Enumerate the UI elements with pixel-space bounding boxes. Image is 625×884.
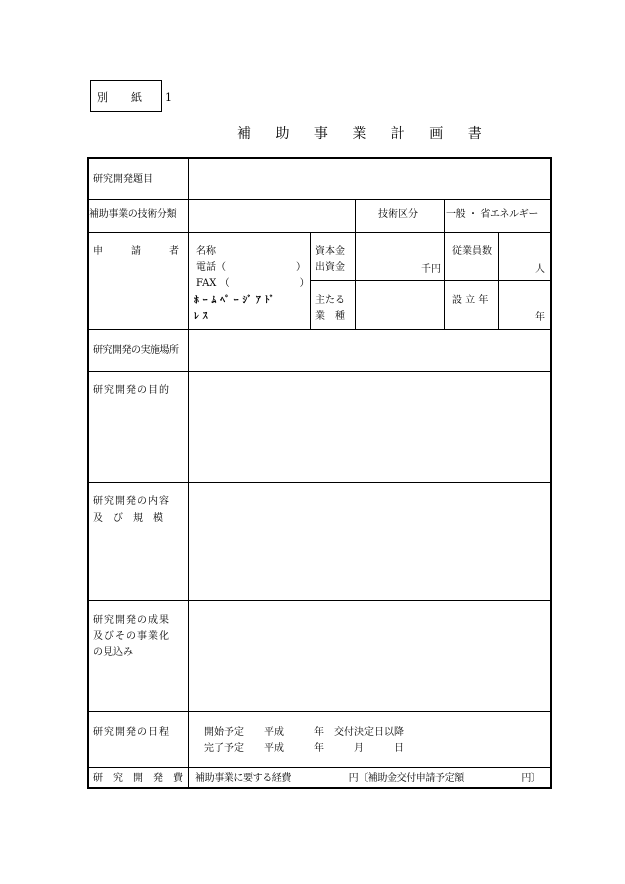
- applicant-homepage: ﾎｰﾑﾍﾟｰｼﾞｱﾄﾞ: [194, 295, 279, 306]
- purpose-label: 研究開発の目的: [93, 385, 170, 396]
- col-divider: [355, 233, 356, 329]
- business-label: 主たる: [315, 295, 345, 306]
- cost-label: 研 究 開 発 費: [93, 773, 183, 784]
- applicant-label: 申 請 者: [93, 246, 188, 257]
- col-divider: [355, 200, 356, 232]
- schedule-label: 研究開発の日程: [93, 727, 170, 738]
- applicant-name: 名称: [196, 246, 216, 257]
- capital-label-2: 出資金: [315, 262, 345, 273]
- row-divider: [88, 600, 551, 601]
- row-divider: [88, 482, 551, 483]
- row-divider: [88, 199, 551, 200]
- col-divider: [310, 233, 311, 329]
- founded-unit: 年: [535, 312, 545, 323]
- applicant-homepage-cont: ﾚｽ: [194, 311, 212, 322]
- row-divider: [310, 280, 551, 281]
- col-divider: [498, 233, 499, 329]
- col-divider: [188, 158, 189, 788]
- location-label: 研究開発の実施場所: [93, 345, 179, 356]
- row-divider: [88, 711, 551, 712]
- tech-division-label: 技術区分: [378, 209, 418, 220]
- schedule-start: 開始予定 平成 年 交付決定日以降: [204, 727, 404, 738]
- row-divider: [88, 329, 551, 330]
- results-label-3: の見込み: [93, 647, 133, 658]
- tech-class-label: 補助事業の技術分類: [89, 209, 177, 220]
- results-label-2: 及びその事業化: [93, 631, 170, 642]
- attachment-label: 別 紙 1: [97, 91, 178, 104]
- row-divider: [88, 767, 551, 768]
- cost-value: 補助事業に要する経費 円〔補助金交付申請予定額 円〕: [195, 773, 541, 784]
- employees-label: 従業員数: [452, 246, 492, 257]
- content-label: 研究開発の内容: [93, 496, 170, 507]
- row-divider: [88, 371, 551, 372]
- schedule-end: 完了予定 平成 年 月 日: [204, 743, 404, 754]
- capital-unit: 千円: [421, 264, 441, 275]
- applicant-fax: FAX （ ）: [196, 278, 310, 289]
- capital-label: 資本金: [315, 246, 345, 257]
- document-title: 補 助 事 業 計 画 書: [237, 126, 492, 142]
- col-divider: [444, 200, 445, 329]
- founded-label: 設 立 年: [452, 295, 489, 306]
- content-label-2: 及 び 規 模: [93, 513, 163, 524]
- business-label-2: 業 種: [315, 311, 345, 322]
- results-label: 研究開発の成果: [93, 615, 170, 626]
- applicant-phone: 電話（ ）: [196, 262, 306, 273]
- row-divider: [88, 232, 551, 233]
- theme-label: 研究開発題目: [93, 174, 153, 185]
- tech-division-value: 一般 ・ 省エネルギー: [446, 209, 538, 220]
- employees-unit: 人: [535, 264, 545, 275]
